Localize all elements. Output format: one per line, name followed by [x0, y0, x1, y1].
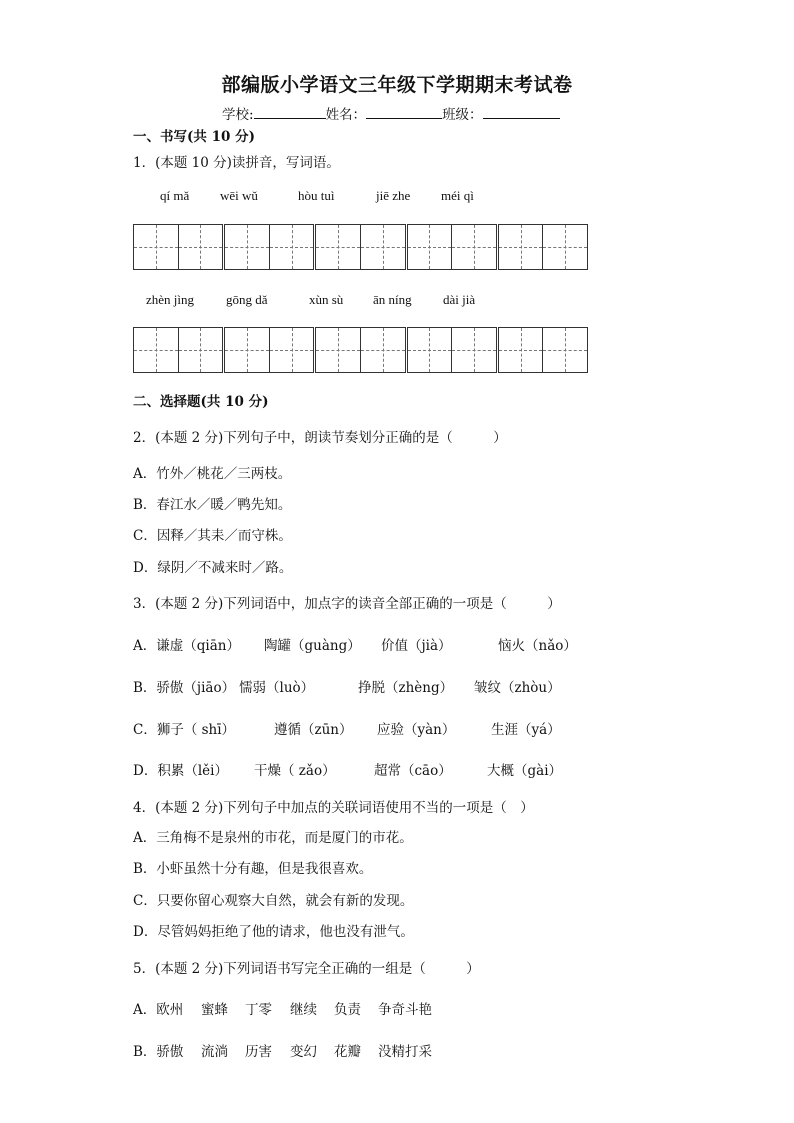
question-5-option-b-word: 流淌 [201, 1044, 228, 1060]
pinyin-3: hòu tuì [298, 188, 335, 203]
question-5-option-a-word: 争奇斗艳 [378, 1002, 432, 1018]
question-3-option-d-word: 干燥（ zǎo） [254, 763, 336, 779]
question-5-option-a-word: 负责 [334, 1002, 361, 1018]
question-3-option-a-word: 恼火（nǎo） [498, 638, 577, 654]
writing-cell[interactable] [542, 224, 588, 270]
question-3-option-d[interactable]: D．积累（lěi） [133, 763, 228, 779]
writing-cell[interactable] [178, 224, 224, 270]
writing-cell[interactable] [269, 224, 315, 270]
writing-cell[interactable] [269, 327, 315, 373]
question-3-option-b-word: 挣脱（zhèng） [358, 680, 454, 696]
writing-cell[interactable] [315, 327, 361, 373]
writing-cell[interactable] [224, 224, 270, 270]
pinyin-4: jiē zhe [376, 188, 411, 203]
writing-cell[interactable] [407, 327, 453, 373]
question-5-option-a[interactable]: A．欧州 [133, 1002, 184, 1018]
section-heading-writing: 一、书写(共 10 分) [133, 129, 255, 145]
pinyin-6: zhèn jìng [146, 292, 195, 307]
question-4-option-a[interactable]: A．三角梅不是泉州的市花，而是厦门的市花。 [133, 830, 413, 846]
question-3-option-b-word: 皱纹（zhòu） [474, 680, 561, 696]
writing-cell[interactable] [498, 224, 544, 270]
school-field[interactable] [254, 105, 326, 119]
section-heading-choice: 二、选择题(共 10 分) [133, 394, 269, 410]
pinyin-7: gōng dǎ [226, 292, 268, 307]
page-title: 部编版小学语文三年级下学期期末考试卷 [221, 74, 573, 96]
question-3-option-a-word: 价值（jià） [381, 638, 452, 654]
question-5-stem: 5．(本题 2 分)下列词语书写完全正确的一组是（ ） [133, 961, 480, 977]
pinyin-9: ān níng [373, 292, 412, 307]
name-label: 姓名： [325, 107, 367, 123]
pinyin-1: qí mǎ [160, 188, 190, 203]
question-2-option-d[interactable]: D．绿阴／不减来时／路。 [133, 560, 293, 576]
pinyin-5: méi qì [441, 188, 474, 203]
question-4-option-d[interactable]: D．尽管妈妈拒绝了他的请求，他也没有泄气。 [133, 924, 414, 940]
question-4-option-b[interactable]: B．小虾虽然十分有趣，但是我很喜欢。 [133, 861, 373, 877]
question-5-option-b-word: 没精打采 [378, 1044, 432, 1060]
writing-cell[interactable] [542, 327, 588, 373]
question-5-option-a-word: 丁零 [245, 1002, 272, 1018]
writing-cell[interactable] [451, 327, 497, 373]
question-2-option-a[interactable]: A．竹外／桃花／三两枝。 [133, 466, 292, 482]
question-3-option-b-word: 懦弱（luò） [239, 680, 315, 696]
question-2-stem: 2．(本题 2 分)下列句子中，朗读节奏划分正确的是（ ） [133, 430, 507, 446]
writing-cell[interactable] [224, 327, 270, 373]
writing-cell[interactable] [178, 327, 224, 373]
question-1-stem: 1．(本题 10 分)读拼音，写词语。 [133, 155, 340, 171]
question-3-option-c[interactable]: C．狮子（ shī） [133, 722, 236, 738]
question-5-option-a-word: 继续 [290, 1002, 317, 1018]
question-3-option-c-word: 生涯（yá） [491, 722, 561, 738]
question-3-stem: 3．(本题 2 分)下列词语中，加点字的读音全部正确的一项是（ ） [133, 596, 561, 612]
pinyin-2: wēi wǔ [220, 188, 258, 203]
question-3-option-d-word: 大概（gài） [487, 763, 563, 779]
question-3-option-d-word: 超常（cāo） [374, 763, 452, 779]
question-3-option-c-word: 应验（yàn） [377, 722, 456, 738]
question-3-option-b[interactable]: B．骄傲（jiāo） [133, 680, 236, 696]
question-3-option-a[interactable]: A．谦虚（qiān） [133, 638, 240, 654]
writing-cell[interactable] [498, 327, 544, 373]
writing-grid-row-1[interactable] [133, 224, 589, 270]
name-field[interactable] [366, 105, 442, 119]
student-info [222, 103, 560, 123]
writing-cell[interactable] [360, 224, 406, 270]
pinyin-10: dài jià [443, 292, 476, 307]
question-5-option-b-word: 变幻 [290, 1044, 317, 1060]
question-2-option-c[interactable]: C．因释／其耒／而守株。 [133, 528, 292, 544]
question-5-option-b-word: 花瓣 [334, 1044, 361, 1060]
class-field[interactable] [483, 105, 560, 119]
question-2-option-b[interactable]: B．春江水／暖／鸭先知。 [133, 497, 292, 513]
question-3-option-c-word: 遵循（zūn） [274, 722, 353, 738]
class-label: 班级： [442, 107, 483, 123]
writing-cell[interactable] [451, 224, 497, 270]
question-3-option-a-word: 陶罐（guàng） [264, 638, 361, 654]
question-5-option-b-word: 历害 [245, 1044, 272, 1060]
question-5-option-a-word: 蜜蜂 [201, 1002, 228, 1018]
writing-grid-row-2[interactable] [133, 327, 589, 373]
question-4-stem: 4．(本题 2 分)下列句子中加点的关联词语使用不当的一项是（ ） [133, 800, 534, 816]
writing-cell[interactable] [133, 224, 179, 270]
writing-cell[interactable] [133, 327, 179, 373]
pinyin-8: xùn sù [309, 292, 344, 307]
question-4-option-c[interactable]: C．只要你留心观察大自然，就会有新的发现。 [133, 893, 414, 909]
writing-cell[interactable] [360, 327, 406, 373]
writing-cell[interactable] [407, 224, 453, 270]
writing-cell[interactable] [315, 224, 361, 270]
school-label: 学校: [222, 107, 254, 123]
question-5-option-b[interactable]: B．骄傲 [133, 1044, 184, 1060]
